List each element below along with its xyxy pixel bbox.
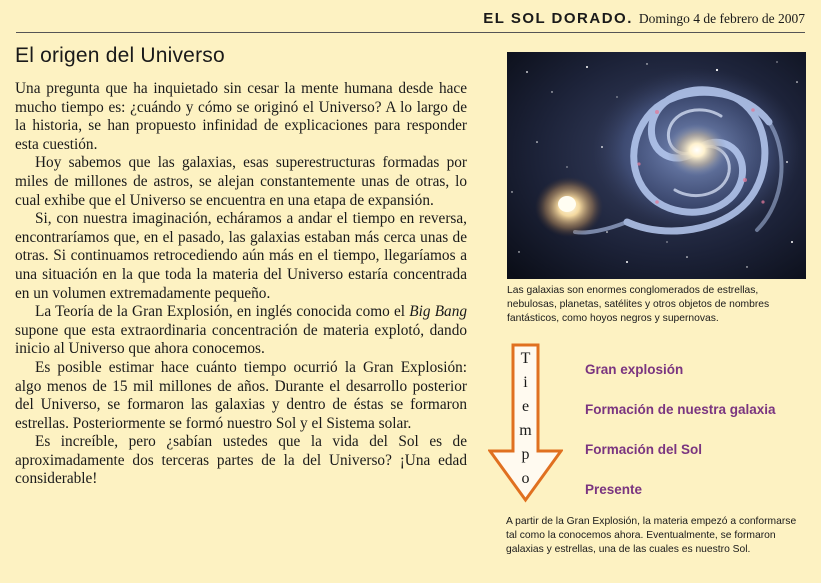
article-paragraph: Hoy sabemos que las galaxias, esas superestructuras formadas por miles de millones de astros, se alejan constantemente unas de otras, lo cual exhibe que el Universo se encuentra en una etapa de expansión. xyxy=(15,154,467,209)
timeline-stage-present: Presente xyxy=(585,482,643,497)
photo-caption: Las galaxias son enormes conglomerados de estrellas, nebulosas, planetas, satélites y otros objetos de nombres fantásticos, como hoyos negros y supernovas. xyxy=(507,285,770,324)
big-bang-text-after: supone que esta extraordinaria concentración de materia explotó, dando inicio al Universo que ahora conocemos. xyxy=(15,321,467,358)
article-paragraph: Es increíble, pero ¿sabían ustedes que la vida del Sol es de aproximadamente dos terceras partes de la del Universo? ¡Una edad considerable! xyxy=(15,433,467,488)
article-title: El origen del Universo xyxy=(15,44,225,67)
timeline-arrow-letter: o xyxy=(521,470,530,487)
publication-date: Domingo 4 de febrero de 2007 xyxy=(638,11,805,26)
article-body xyxy=(15,80,467,489)
article-paragraph: Si, con nuestra imaginación, echáramos a andar el tiempo en reversa, encontraríamos que, en el pasado, las galaxias estaban más cerca unas de otras. Si continuamos retrocediendo aún más en el tiempo, llegaríamos a una situación en la que toda la materia del Universo estaría concentrada en un volumen extremadamente pequeño. xyxy=(15,210,467,302)
article-paragraph: Es posible estimar hace cuánto tiempo ocurrió la Gran Explosión: algo menos de 15 mil millones de años. Durante el desarrollo posterior del Universo, se formaron las galaxias y dentro de éstas se formaron estrellas. Posteriormente se formó nuestro Sol y el Sistema solar. xyxy=(15,358,467,432)
big-bang-text-before: La Teoría de la Gran Explosión, en inglés conocida como el xyxy=(35,303,410,321)
newspaper-masthead: EL SOL DORADO. xyxy=(483,10,633,27)
timeline-arrow-letter: i xyxy=(523,374,528,391)
timeline-arrow-letter: e xyxy=(521,398,530,415)
timeline-arrow-letter: p xyxy=(521,446,530,463)
timeline-stage-sun-formation: Formación del Sol xyxy=(585,442,703,457)
timeline-stage-galaxy-formation: Formación de nuestra galaxia xyxy=(585,402,776,417)
page-header xyxy=(16,10,805,33)
timeline-caption: A partir de la Gran Explosión, la materia empezó a conformarse tal como la conocemos ahora. Eventualmente, se formaron galaxias y estrellas, una de las cuales es nuestro Sol. xyxy=(506,516,797,555)
article-paragraph: Una pregunta que ha inquietado sin cesar la mente humana desde hace mucho tiempo es: ¿cuándo y cómo se originó el Universo? A lo largo de la historia, se han propuesto infinidad de explicaciones para responder esta cuestión. xyxy=(15,80,467,153)
article-paragraph-big-bang xyxy=(15,303,467,359)
timeline-arrow-letter: T xyxy=(520,350,531,367)
galaxy-photo xyxy=(507,52,806,279)
timeline-arrow-letter: m xyxy=(519,422,532,439)
big-bang-term: Big Bang xyxy=(409,303,468,321)
timeline-stage-big-bang: Gran explosión xyxy=(585,362,684,377)
